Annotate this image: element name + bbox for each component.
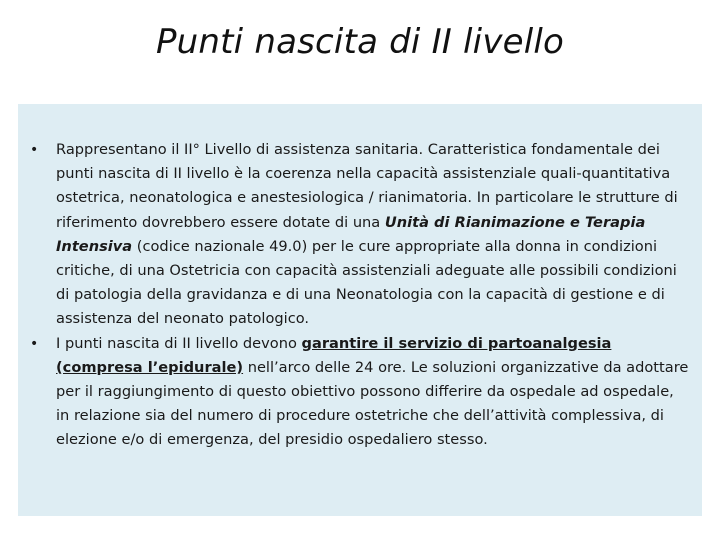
bullet-item bbox=[28, 138, 690, 332]
slide-title: Punti nascita di II livello bbox=[155, 22, 565, 62]
bullet-text: Rappresentano il II° Livello di assistenza sanitaria. Caratteristica fondamentale dei punti nascita di II livello è la coerenza nella capacità assistenziale quali-quantitativa ostetrica, neonatologica e anestesiologica / rianimatoria. In particolare le strutture di riferimento dovrebbero essere dotate di una bbox=[56, 141, 678, 231]
bullet-marker: • bbox=[30, 142, 39, 158]
bullet-marker: • bbox=[30, 335, 39, 352]
bullet-text: nell’arco delle 24 ore. Le soluzioni organizzative da adottare per il raggiungimento di questo obiettivo possono differire da ospedale ad ospedale, in relazione sia del numero di procedure ostetriche che dell’attività complessiva, di elezione e/o di emergenza, del presidio ospedaliero stesso. bbox=[56, 358, 689, 449]
bullet-item bbox=[28, 332, 690, 453]
bullet-text: (codice nazionale 49.0) per le cure appropriate alla donna in condizioni critiche, di una Ostetricia con capacità assistenziali adeguate alle possibili condizioni di patologia della gravidanza e di una Neonatologia con la capacità di gestione e di assistenza del neonato patologico. bbox=[56, 237, 677, 328]
bullet-emphasis: Unità di Rianimazione e Terapia Intensiva bbox=[56, 213, 646, 255]
content-box bbox=[18, 104, 702, 516]
bullet-emphasis: garantire il servizio di partoanalgesia (compresa l’epidurale) bbox=[56, 334, 612, 376]
bullet-text: I punti nascita di II livello devono bbox=[56, 334, 302, 352]
